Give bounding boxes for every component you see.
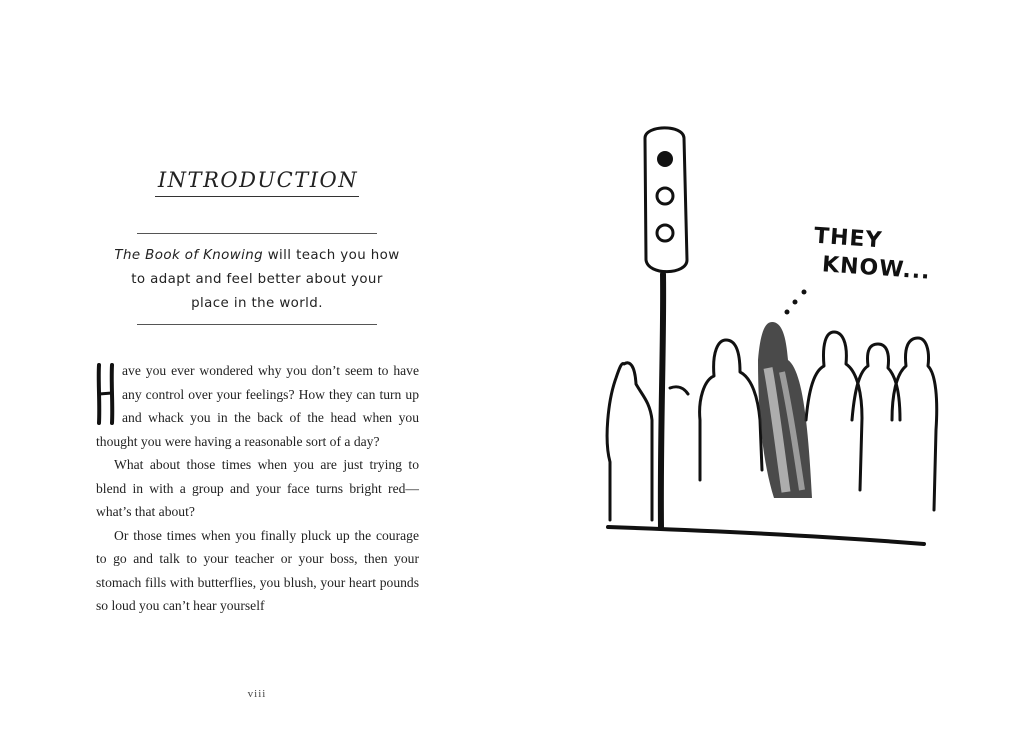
right-page <box>512 0 1024 745</box>
book-title-italic: The Book of Knowing <box>114 248 264 263</box>
ground-line <box>608 527 924 544</box>
chapter-tagline <box>110 244 404 316</box>
paragraph-1-text: ave you ever wondered why you don’t seem to have any control over your feelings? How they can turn up and whack you in the back of the head when you thought you were having a reasonable sort of a day? <box>96 363 419 449</box>
tagline-rule-top <box>137 233 377 234</box>
green-lamp-icon <box>657 225 673 241</box>
dropcap-h-glyph <box>96 363 116 425</box>
page-number: viii <box>247 688 267 700</box>
tagline-text: will teach you how to adapt and feel better about your place in the world. <box>131 248 400 311</box>
speech-text-line-1: THEY <box>813 223 884 254</box>
body-text <box>96 359 419 618</box>
tagline-rule-bottom <box>137 324 377 325</box>
traffic-light-pole <box>661 274 663 528</box>
dropcap <box>96 363 116 425</box>
person-figure-2 <box>700 340 762 480</box>
amber-lamp-icon <box>657 188 673 204</box>
title-underline <box>155 196 359 197</box>
crowd-illustration <box>512 0 1024 745</box>
paragraph-1 <box>96 359 419 453</box>
speech-text-line-2: KNOW... <box>821 252 932 285</box>
red-lamp-icon <box>657 151 673 167</box>
traffic-light-icon <box>645 128 687 272</box>
paragraph-2: What about those times when you are just trying to blend in with a group and your face turns bright red—what’s that about? <box>96 457 419 519</box>
chapter-title: INTRODUCTION <box>157 168 359 192</box>
person-figure-6 <box>892 338 937 510</box>
person-figure-1 <box>607 363 652 520</box>
paragraph-3: Or those times when you finally pluck up the courage to go and talk to your teacher or your boss, then your stomach fills with butterflies, you blush, your heart pounds so loud you can’t hear yourself <box>96 527 419 613</box>
